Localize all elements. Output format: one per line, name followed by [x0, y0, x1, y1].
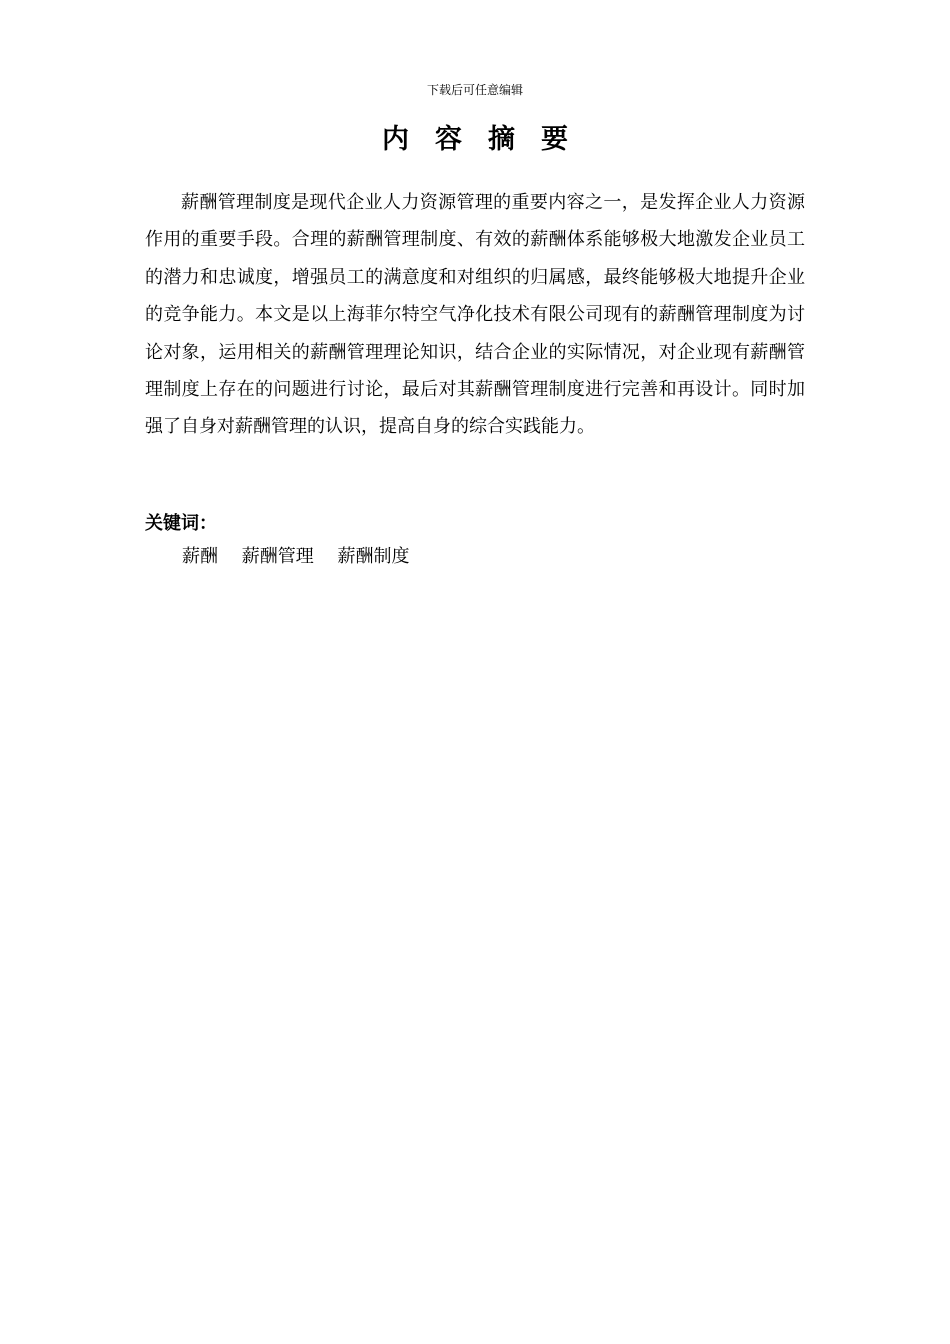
header-note: 下载后可任意编辑 [426, 83, 523, 97]
keyword-item: 薪酬制度 [337, 546, 410, 567]
keywords-label: 关键词： [145, 513, 217, 534]
keyword-item: 薪酬管理 [241, 546, 314, 567]
abstract-paragraph: 薪酬管理制度是现代企业人力资源管理的重要内容之一，是发挥企业人力资源作用的重要手段。合理的薪酬管理制度、有效的薪酬体系能够极大地激发企业员工的潜力和忠诚度，增强员工的满意度和对组织的归属感，最终能够极大地提升企业的竞争能力。本文是以上海菲尔特空气净化技术有限公司现有的薪酬管理制度为讨论对象，运用相关的薪酬管理理论知识，结合企业的实际情况，对企业现有薪酬管理制度上存在的问题进行讨论，最后对其薪酬管理制度进行完善和再设计。同时加强了自身对薪酬管理的认识，提高自身的综合实践能力。 [145, 192, 805, 438]
keywords-list [182, 543, 427, 571]
page-title: 内容摘要 [382, 124, 594, 155]
keyword-item: 薪酬 [182, 546, 218, 567]
